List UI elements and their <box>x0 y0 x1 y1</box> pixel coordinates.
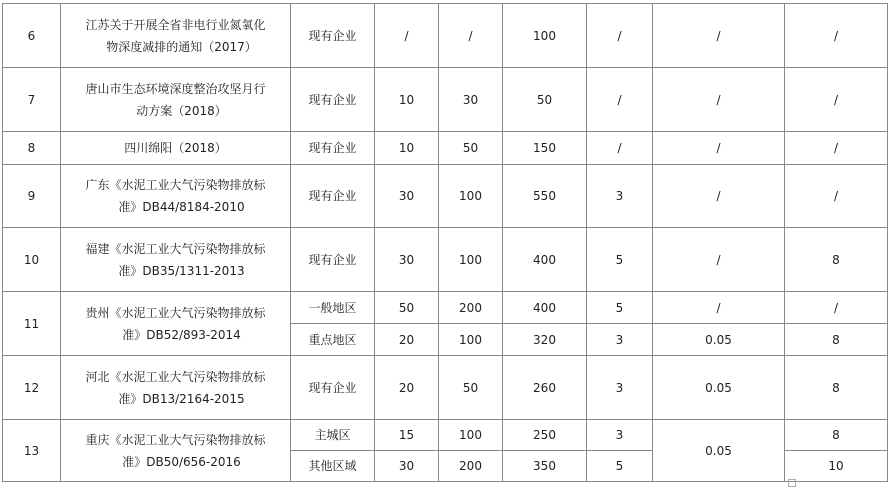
table-row <box>3 68 888 132</box>
value-cell: 5 <box>587 451 653 482</box>
area-type: 现有企业 <box>291 132 375 165</box>
value-cell: / <box>785 132 888 165</box>
value-cell: / <box>653 68 785 132</box>
row-number: 13 <box>3 420 61 482</box>
row-number: 9 <box>3 165 61 228</box>
value-cell: 8 <box>785 420 888 451</box>
area-type: 其他区域 <box>291 451 375 482</box>
value-cell: 8 <box>785 356 888 420</box>
value-cell: 400 <box>503 228 587 292</box>
value-cell: 50 <box>439 132 503 165</box>
area-type: 现有企业 <box>291 228 375 292</box>
value-cell: 150 <box>503 132 587 165</box>
value-cell: 30 <box>375 165 439 228</box>
value-cell: 100 <box>439 228 503 292</box>
value-cell: 5 <box>587 228 653 292</box>
value-cell: 20 <box>375 356 439 420</box>
table-row <box>3 4 888 68</box>
value-cell: 200 <box>439 451 503 482</box>
value-cell: / <box>587 4 653 68</box>
value-cell: 10 <box>375 68 439 132</box>
value-cell: 50 <box>503 68 587 132</box>
value-cell: 320 <box>503 324 587 356</box>
table-row <box>3 228 888 292</box>
table-row <box>3 292 888 324</box>
standard-name: 贵州《水泥工业大气污染物排放标 准》DB52/893-2014 <box>61 292 291 356</box>
value-cell: 8 <box>785 228 888 292</box>
standard-name: 福建《水泥工业大气污染物排放标 准》DB35/1311-2013 <box>61 228 291 292</box>
value-cell: / <box>653 292 785 324</box>
value-cell: / <box>587 68 653 132</box>
area-type: 现有企业 <box>291 165 375 228</box>
value-cell: / <box>375 4 439 68</box>
value-cell: / <box>587 132 653 165</box>
value-cell: 30 <box>375 451 439 482</box>
value-cell: 260 <box>503 356 587 420</box>
standard-name: 江苏关于开展全省非电行业氮氧化 物深度减排的通知（2017） <box>61 4 291 68</box>
table-row <box>3 132 888 165</box>
value-cell: 400 <box>503 292 587 324</box>
standard-name: 唐山市生态环境深度整治攻坚月行 动方案（2018） <box>61 68 291 132</box>
value-cell: / <box>653 165 785 228</box>
value-cell: 100 <box>439 420 503 451</box>
value-cell: / <box>785 68 888 132</box>
value-cell: 350 <box>503 451 587 482</box>
row-number: 7 <box>3 68 61 132</box>
row-number: 11 <box>3 292 61 356</box>
value-cell: 250 <box>503 420 587 451</box>
standard-name: 重庆《水泥工业大气污染物排放标 准》DB50/656-2016 <box>61 420 291 482</box>
area-type: 一般地区 <box>291 292 375 324</box>
value-cell: / <box>785 165 888 228</box>
value-cell: 3 <box>587 356 653 420</box>
value-cell: 0.05 <box>653 356 785 420</box>
value-cell: 100 <box>439 324 503 356</box>
value-cell: 30 <box>439 68 503 132</box>
value-cell: 8 <box>785 324 888 356</box>
area-type: 重点地区 <box>291 324 375 356</box>
value-cell: / <box>653 228 785 292</box>
value-cell: 10 <box>375 132 439 165</box>
value-cell: 50 <box>375 292 439 324</box>
value-cell: 20 <box>375 324 439 356</box>
table-row <box>3 165 888 228</box>
value-cell: 10 <box>785 451 888 482</box>
table-row <box>3 356 888 420</box>
value-cell: 5 <box>587 292 653 324</box>
standard-name: 广东《水泥工业大气污染物排放标 准》DB44/8184-2010 <box>61 165 291 228</box>
row-number: 8 <box>3 132 61 165</box>
value-cell: 100 <box>439 165 503 228</box>
standard-name: 四川绵阳（2018） <box>61 132 291 165</box>
row-number: 6 <box>3 4 61 68</box>
value-cell: 30 <box>375 228 439 292</box>
value-cell: / <box>653 4 785 68</box>
row-number: 12 <box>3 356 61 420</box>
value-cell: / <box>785 4 888 68</box>
value-cell: 3 <box>587 324 653 356</box>
value-cell: 50 <box>439 356 503 420</box>
value-cell: 3 <box>587 420 653 451</box>
table-row <box>3 420 888 451</box>
value-cell: 0.05 <box>653 324 785 356</box>
area-type: 现有企业 <box>291 4 375 68</box>
value-cell: 0.05 <box>653 420 785 482</box>
emission-standards-table <box>2 3 888 482</box>
area-type: 主城区 <box>291 420 375 451</box>
area-type: 现有企业 <box>291 68 375 132</box>
value-cell: / <box>785 292 888 324</box>
table-resize-handle[interactable] <box>788 479 796 487</box>
value-cell: / <box>653 132 785 165</box>
row-number: 10 <box>3 228 61 292</box>
value-cell: 3 <box>587 165 653 228</box>
area-type: 现有企业 <box>291 356 375 420</box>
value-cell: 100 <box>503 4 587 68</box>
value-cell: 200 <box>439 292 503 324</box>
value-cell: 15 <box>375 420 439 451</box>
standard-name: 河北《水泥工业大气污染物排放标 准》DB13/2164-2015 <box>61 356 291 420</box>
value-cell: / <box>439 4 503 68</box>
value-cell: 550 <box>503 165 587 228</box>
